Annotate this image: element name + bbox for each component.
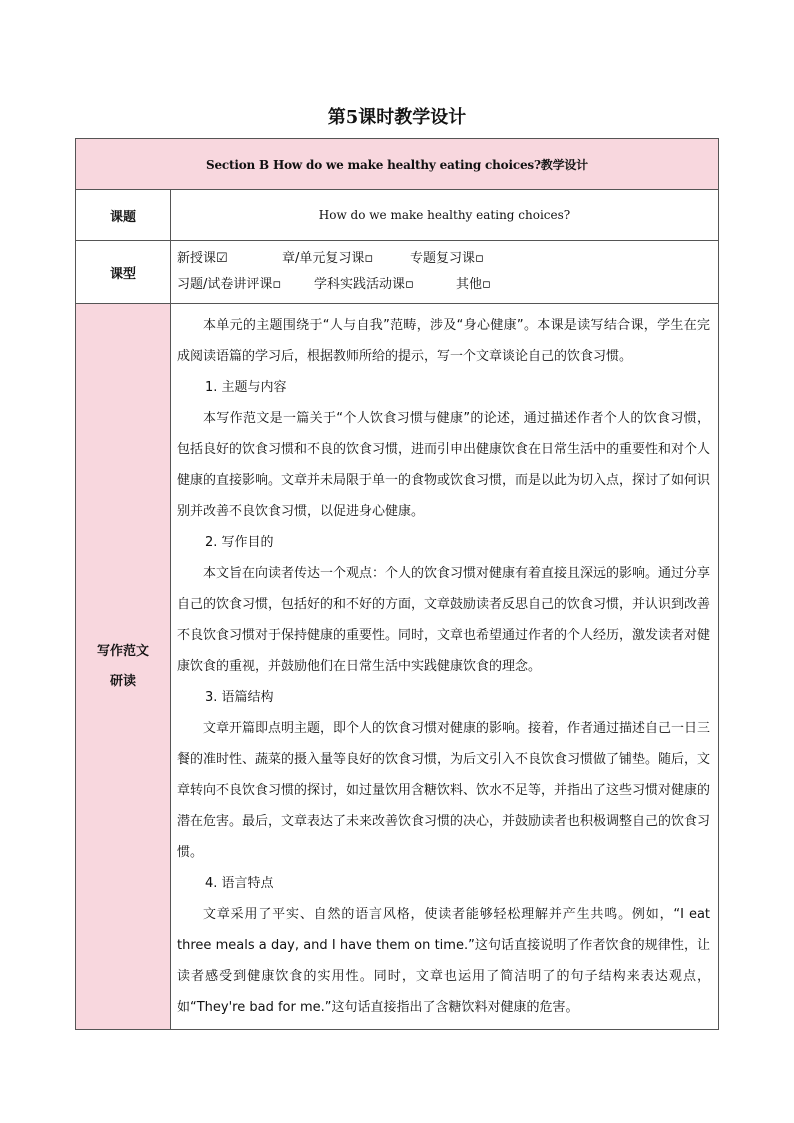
- type-label: 课型: [76, 241, 171, 304]
- item-body-2: 本文旨在向读者传达一个观点：个人的饮食习惯对健康有着直接且深远的影响。通过分享自己的饮食习惯，包括好的和不好的方面，文章鼓励读者反思自己的饮食习惯，并认识到改善不良饮食习惯对于保持健康的重要性。同时，文章也希望通过作者的个人经历，激发读者对健康饮食的重视，并鼓励他们在日常生活中实践健康饮食的理念。: [177, 566, 711, 674]
- section-content: [171, 304, 719, 1030]
- type-option-unit-review: 章/单元复习课▫: [282, 251, 374, 266]
- type-options-row-1: [177, 246, 718, 272]
- item-heading-1: 1. 主题与内容: [205, 380, 287, 395]
- section-label-line-1: 写作范文: [96, 643, 149, 659]
- item-heading-4: 4. 语言特点: [205, 876, 274, 891]
- item-heading-2: 2. 写作目的: [205, 535, 274, 550]
- item-body-4: 文章采用了平实、自然的语言风格，使读者能够轻松理解并产生共鸣。例如，“I eat three meals a day, and I have them on time.”这句话直接说明了作者饮食的规律性，让读者感受到健康饮食的实用性。同时，文章也运用了简洁明了的句子结构来表达观点，如“They're bad for me.”这句话直接指出了含糖饮料对健康的危害。: [177, 907, 711, 1015]
- section-label: [76, 304, 171, 1030]
- item-body-3: 文章开篇即点明主题，即个人的饮食习惯对健康的影响。接着，作者通过描述自己一日三餐的准时性、蔬菜的摄入量等良好的饮食习惯，为后文引入不良饮食习惯做了铺垫。随后，文章转向不良饮食习惯的探讨，如过量饮用含糖饮料、饮水不足等，并指出了这些习惯对健康的潜在危害。最后，文章表达了未来改善饮食习惯的决心，并鼓励读者也积极调整自己的饮食习惯。: [177, 721, 711, 860]
- item-heading-3: 3. 语篇结构: [205, 690, 274, 705]
- intro-paragraph: 本单元的主题围绕于“人与自我”范畴，涉及“身心健康”。本课是读写结合课，学生在完成阅读语篇的学习后，根据教师所给的提示，写一个文章谈论自己的饮食习惯。: [177, 318, 711, 364]
- type-option-other: 其他▫: [456, 277, 491, 292]
- type-options: [171, 241, 719, 304]
- topic-label: 课题: [76, 190, 171, 241]
- item-body-1: 本写作范文是一篇关于“个人饮食习惯与健康”的论述，通过描述作者个人的饮食习惯，包括良好的饮食习惯和不良的饮食习惯，进而引申出健康饮食在日常生活中的重要性和对个人健康的直接影响。文章并未局限于单一的食物或饮食习惯，而是以此为切入点，探讨了如何识别并改善不良饮食习惯，以促进身心健康。: [177, 411, 711, 519]
- section-label-line-2: 研读: [109, 673, 136, 689]
- table-header: Section B How do we make healthy eating choices?教学设计: [76, 139, 719, 190]
- type-options-row-2: [177, 272, 718, 298]
- topic-value: How do we make healthy eating choices?: [171, 190, 719, 241]
- type-option-topic-review: 专题复习课▫: [410, 251, 484, 266]
- lesson-design-table: [75, 138, 719, 1030]
- page-title: 第5课时教学设计: [327, 107, 467, 128]
- type-option-practice: 学科实践活动课▫: [314, 277, 414, 292]
- type-option-exercise-review: 习题/试卷讲评课▫: [177, 277, 282, 292]
- type-option-new: 新授课☑: [177, 251, 228, 266]
